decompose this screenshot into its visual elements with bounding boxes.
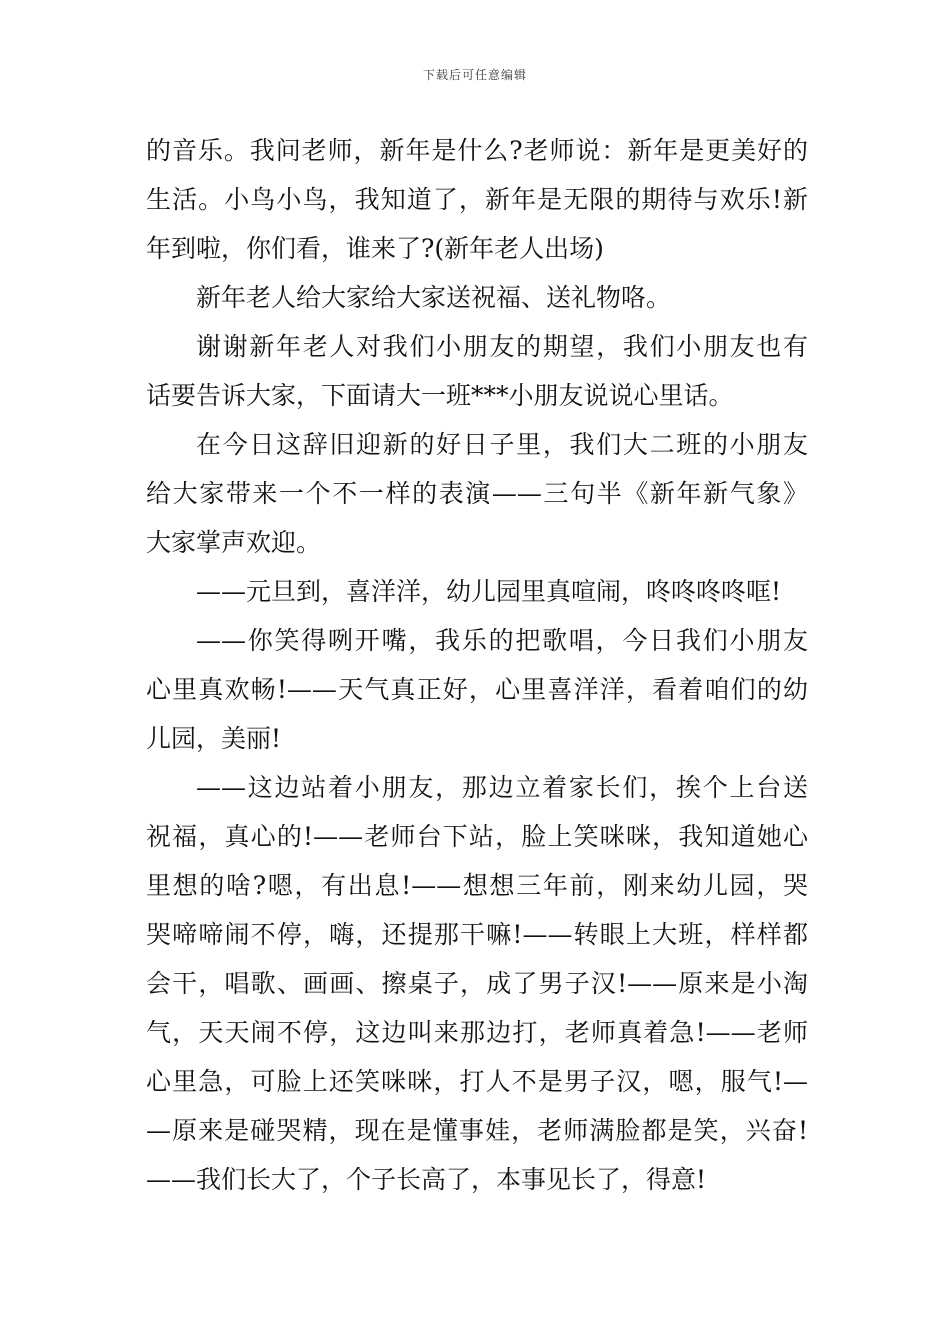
paragraph — [146, 322, 808, 420]
paragraph — [146, 567, 808, 616]
text-line: 在今日这辞旧迎新的好日子里，我们大二班的小朋友 — [196, 430, 808, 459]
text-line: 气，天天闹不停，这边叫来那边打，老师真着急!——老师 — [146, 1018, 808, 1047]
document-body — [146, 126, 808, 1204]
paragraph — [146, 763, 808, 1204]
text-line: ——你笑得咧开嘴，我乐的把歌唱，今日我们小朋友 — [196, 626, 808, 655]
paragraph — [146, 616, 808, 763]
text-line: 心里真欢畅!——天气真正好，心里喜洋洋，看着咱们的幼 — [146, 675, 808, 704]
text-line: ——这边站着小朋友，那边立着家长们，挨个上台送 — [196, 773, 808, 802]
text-line: 话要告诉大家，下面请大一班***小朋友说说心里话。 — [146, 381, 734, 410]
text-line: 年到啦，你们看，谁来了?(新年老人出场) — [146, 234, 604, 263]
text-line: 心里急，可脸上还笑咪咪，打人不是男子汉，嗯，服气!— — [146, 1067, 808, 1096]
text-line: 大家掌声欢迎。 — [146, 528, 322, 557]
text-line: 的音乐。我问老师，新年是什么?老师说：新年是更美好的 — [146, 136, 808, 165]
text-line: 儿园，美丽! — [146, 724, 282, 753]
text-line: 哭啼啼闹不停，嗨，还提那干嘛!——转眼上大班，样样都 — [146, 920, 808, 949]
text-line: 新年老人给大家给大家送祝福、送礼物咯。 — [196, 283, 672, 312]
text-line: 给大家带来一个不一样的表演——三句半《新年新气象》 — [146, 479, 808, 508]
text-line: 祝福，真心的!——老师台下站，脸上笑咪咪，我知道她心 — [146, 822, 808, 851]
text-line: 里想的啥?嗯，有出息!——想想三年前，刚来幼儿园，哭 — [146, 871, 808, 900]
paragraph — [146, 126, 808, 273]
paragraph — [146, 273, 808, 322]
text-line: 会干，唱歌、画画、擦桌子，成了男子汉!——原来是小淘 — [146, 969, 808, 998]
text-line: 生活。小鸟小鸟，我知道了，新年是无限的期待与欢乐!新 — [146, 185, 808, 214]
page-header: 下载后可任意编辑 — [422, 68, 527, 82]
text-line: ——元旦到，喜洋洋，幼儿园里真喧闹，咚咚咚咚哐! — [196, 577, 782, 606]
text-line: —原来是碰哭精，现在是懂事娃，老师满脸都是笑，兴奋! — [146, 1116, 808, 1145]
paragraph — [146, 420, 808, 567]
text-line: ——我们长大了，个子长高了，本事见长了，得意! — [146, 1165, 707, 1194]
text-line: 谢谢新年老人对我们小朋友的期望，我们小朋友也有 — [196, 332, 808, 361]
